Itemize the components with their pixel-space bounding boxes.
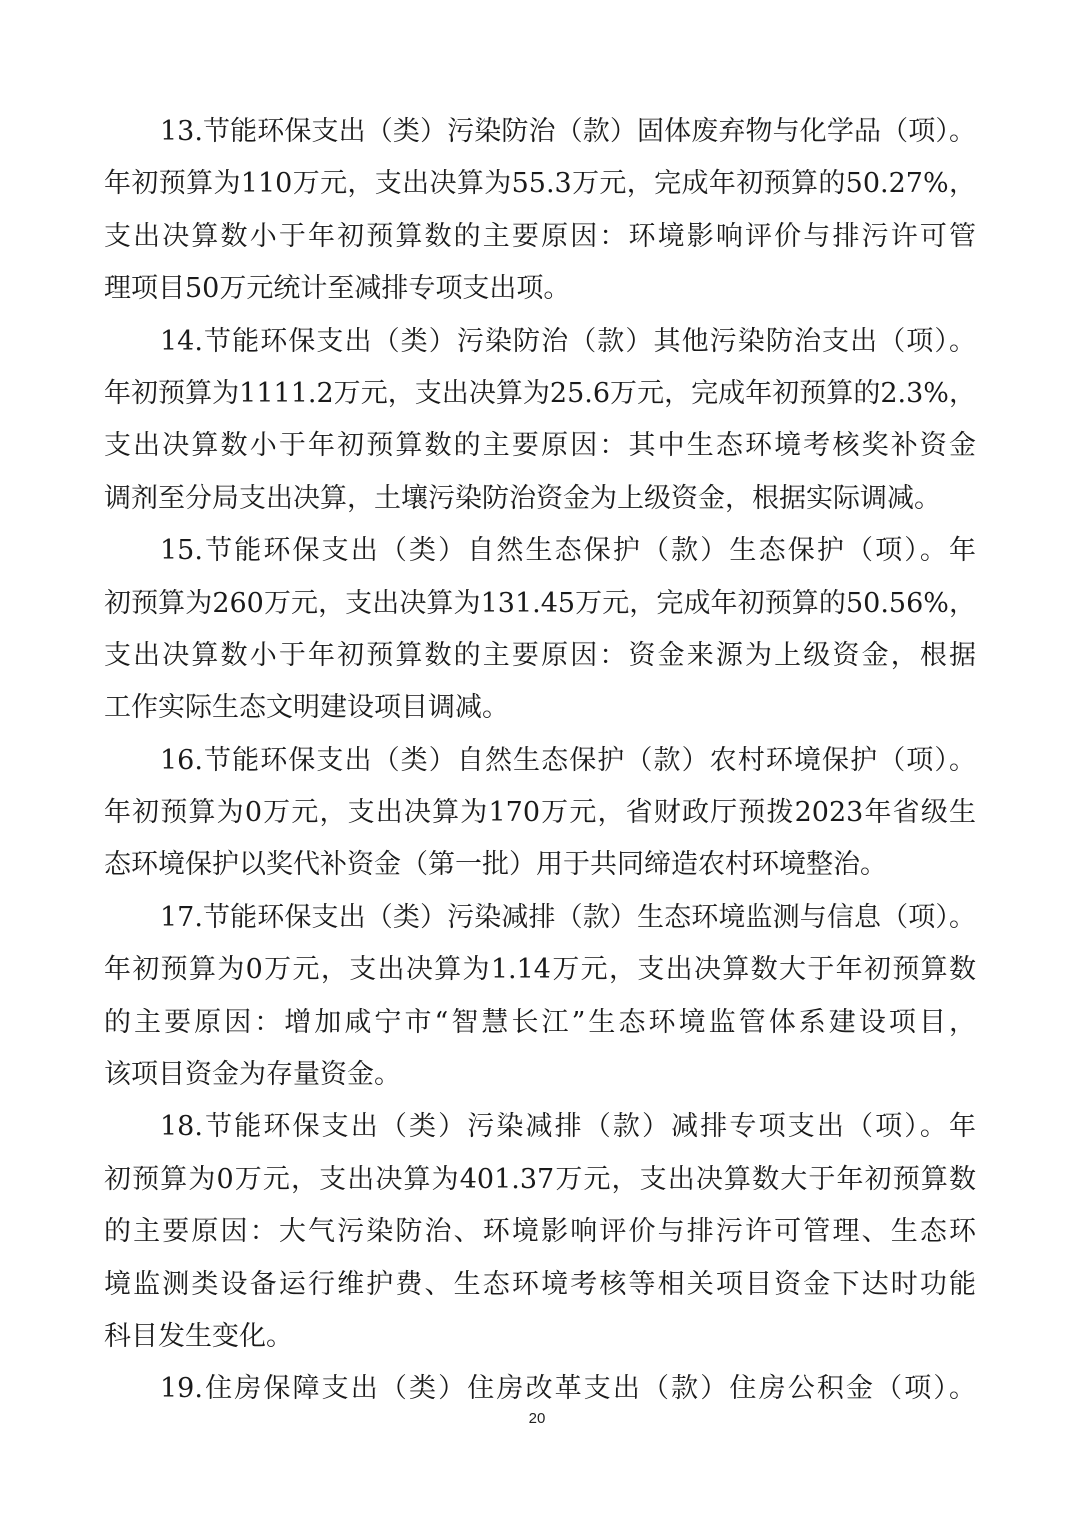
paragraph-13-line-3: 支出决算数小于年初预算数的主要原因：环境影响评价与排污许可管 (104, 220, 976, 252)
paragraph-16-line-3: 态环境保护以奖代补资金（第一批）用于共同缔造农村环境整治。 (104, 849, 887, 881)
paragraph-15-line-2: 初预算为260万元，支出决算为131.45万元，完成年初预算的50.56%， (104, 587, 976, 619)
paragraph-18-line-3: 的主要原因：大气污染防治、环境影响评价与排污许可管理、生态环 (104, 1216, 976, 1248)
paragraph-17-line-1: 17.节能环保支出（类）污染减排（款）生态环境监测与信息（项）。 (160, 901, 976, 933)
body-text (104, 106, 976, 1416)
paragraph-18-line-5: 科目发生变化。 (104, 1320, 293, 1352)
paragraph-19-line-1: 19.住房保障支出（类）住房改革支出（款）住房公积金（项）。 (160, 1373, 976, 1405)
paragraph-16-line-2: 年初预算为0万元，支出决算为170万元，省财政厅预拨2023年省级生 (104, 797, 976, 829)
paragraph-18-line-1: 18.节能环保支出（类）污染减排（款）减排专项支出（项）。年 (160, 1111, 976, 1143)
paragraph-13-line-4: 理项目50万元统计至减排专项支出项。 (104, 273, 571, 305)
paragraph-13-line-1: 13.节能环保支出（类）污染防治（款）固体废弃物与化学品（项）。 (160, 116, 976, 147)
paragraph-16-line-1: 16.节能环保支出（类）自然生态保护（款）农村环境保护（项）。 (160, 744, 976, 776)
paragraph-15-line-3: 支出决算数小于年初预算数的主要原因：资金来源为上级资金，根据 (104, 639, 976, 671)
paragraph-18-line-4: 境监测类设备运行维护费、生态环境考核等相关项目资金下达时功能 (104, 1268, 976, 1300)
paragraph-17-line-4: 该项目资金为存量资金。 (104, 1059, 401, 1091)
paragraph-14-line-4: 调剂至分局支出决算，土壤污染防治资金为上级资金，根据实际调减。 (104, 482, 941, 514)
paragraph-14-line-1: 14.节能环保支出（类）污染防治（款）其他污染防治支出（项）。 (160, 325, 976, 357)
paragraph-17-line-3: 的主要原因：增加咸宁市“智慧长江”生态环境监管体系建设项目， (104, 1006, 976, 1038)
paragraph-15-line-1: 15.节能环保支出（类）自然生态保护（款）生态保护（项）。年 (160, 535, 976, 567)
paragraph-14-line-3: 支出决算数小于年初预算数的主要原因：其中生态环境考核奖补资金 (104, 430, 976, 462)
paragraph-17-line-2: 年初预算为0万元，支出决算为1.14万元，支出决算数大于年初预算数 (104, 954, 976, 986)
paragraph-14-line-2: 年初预算为1111.2万元，支出决算为25.6万元，完成年初预算的2.3%， (104, 377, 976, 409)
paragraph-18-line-2: 初预算为0万元，支出决算为401.37万元，支出决算数大于年初预算数 (104, 1163, 976, 1195)
paragraph-15-line-4: 工作实际生态文明建设项目调减。 (104, 692, 509, 724)
page-number: 20 (528, 1410, 546, 1427)
paragraph-13-line-2: 年初预算为110万元，支出决算为55.3万元，完成年初预算的50.27%， (104, 168, 976, 200)
